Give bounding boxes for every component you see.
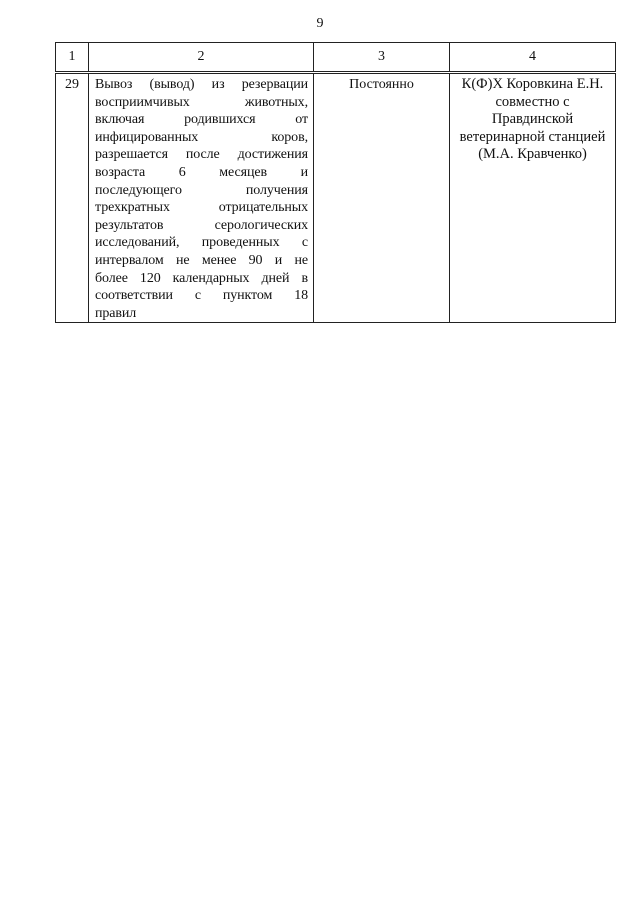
description-line: результатов серологических xyxy=(95,217,308,233)
description-line: инфицированных коров, xyxy=(95,129,308,145)
responsible-line: К(Ф)Х Коровкина Е.Н. xyxy=(461,76,604,92)
description-line: правил xyxy=(95,305,137,321)
description-line: трехкратных отрицательных xyxy=(95,200,308,216)
page-number: 9 xyxy=(316,16,324,31)
description-line: восприимчивых животных, xyxy=(95,94,308,110)
measures-table xyxy=(55,42,616,323)
header-cell-3: 3 xyxy=(314,43,450,73)
responsible-line: Правдинской xyxy=(491,111,574,128)
header-cell-2: 2 xyxy=(89,43,314,73)
header-cell-4: 4 xyxy=(450,43,616,73)
description-line: разрешается после достижения xyxy=(95,147,308,163)
table-header-row xyxy=(56,43,616,73)
description-line: соответствии с пунктом 18 xyxy=(95,288,308,304)
table-row xyxy=(56,73,616,323)
description-line: более 120 календарных дней в xyxy=(95,270,308,286)
measure-responsible xyxy=(450,73,616,323)
description-line: интервалом не менее 90 и не xyxy=(95,252,308,268)
responsible-line: совместно с xyxy=(495,93,570,110)
description-line: возраста 6 месяцев и xyxy=(95,164,308,180)
description-line: исследований, проведенных с xyxy=(95,235,308,251)
description-line: Вывоз (вывод) из резервации xyxy=(95,77,308,92)
responsible-line: (М.А. Кравченко) xyxy=(478,146,587,163)
header-cell-1: 1 xyxy=(56,43,89,73)
row-number: 29 xyxy=(56,73,89,323)
measure-description xyxy=(89,73,314,323)
description-line: последующего получения xyxy=(95,182,308,198)
responsible-line: ветеринарной станцией xyxy=(459,128,606,145)
description-line: включая родившихся от xyxy=(95,112,308,128)
measure-period: Постоянно xyxy=(314,73,450,323)
